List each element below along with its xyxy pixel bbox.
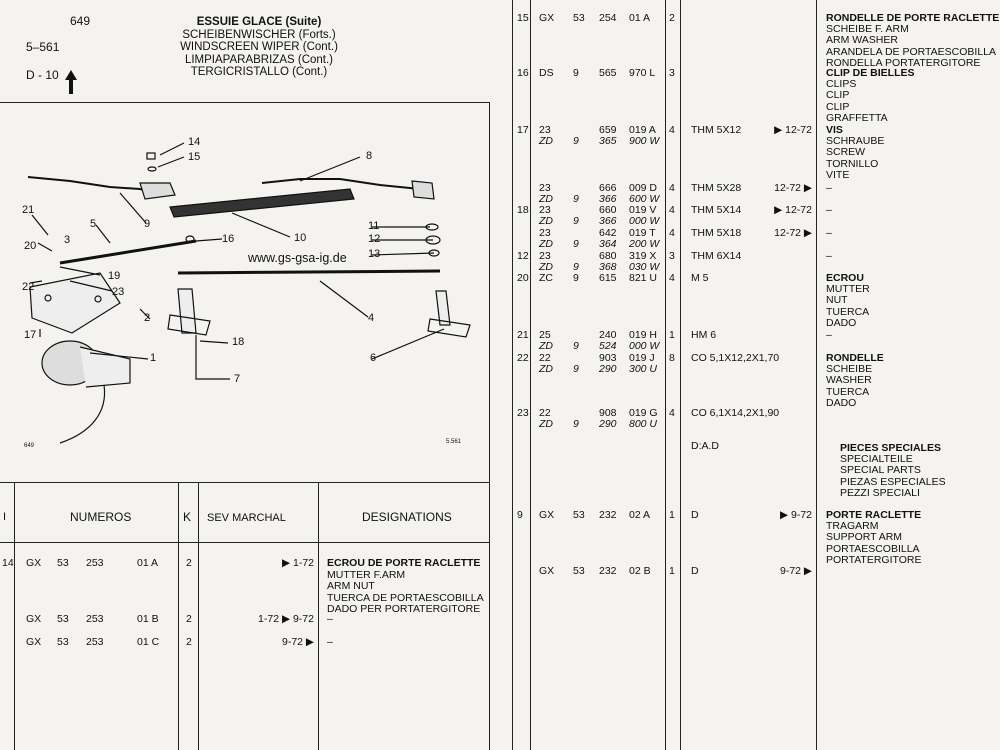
designation-line: DADO [826, 316, 857, 329]
sev-marchal-ref: THM 5X28 [691, 182, 742, 194]
part-number: 232 [599, 509, 617, 521]
part-suffix: 000 W [629, 340, 660, 352]
part-group: 9 [573, 67, 579, 79]
callout-22: 22 [22, 281, 35, 293]
website-watermark: www.gs-gsa-ig.de [248, 251, 347, 265]
part-group: 9 [573, 340, 579, 352]
part-number: 240 [599, 329, 617, 341]
sev-marchal-ref: HM 6 [691, 329, 717, 341]
right-col-sep-idx [512, 0, 513, 750]
part-suffix: 019 V [629, 204, 657, 216]
designation-line: TRAGARM [826, 520, 879, 533]
part-suffix: 800 U [629, 418, 658, 430]
row-index: 21 [517, 329, 529, 341]
part-prefix: ZD [539, 215, 553, 227]
designation-line: CLIP [826, 89, 850, 102]
designation-line: SCREW [826, 146, 866, 159]
part-prefix: 23 [539, 204, 551, 216]
part-suffix: 200 W [629, 238, 660, 250]
part-number: 660 [599, 204, 617, 216]
designation-line: TUERCA [826, 385, 870, 398]
title-fr: ESSUIE GLACE (Suite) [196, 16, 322, 28]
title-es: LIMPIAPARABRIZAS (Cont.) [184, 53, 334, 66]
callout-13: 13 [368, 248, 381, 260]
part-group: 9 [573, 215, 579, 227]
sev-marchal-ref: M 5 [691, 272, 709, 284]
part-prefix: ZD [539, 135, 553, 147]
title-en: WINDSCREEN WIPER (Cont.) [180, 41, 338, 53]
callout-17: 17 [24, 329, 37, 341]
part-number: 253 [86, 613, 104, 625]
row-index: 17 [517, 124, 529, 136]
sev-marchal-ref: THM 5X12 [691, 124, 742, 136]
row-quantity: 1 [669, 509, 675, 521]
header-sev-marchal: SEV MARCHAL [207, 512, 286, 524]
callout-16: 16 [222, 233, 235, 245]
designation-line: ECROU DE PORTE RACLETTE [327, 557, 481, 569]
designation-line: RONDELLA PORTATERGITORE [826, 56, 981, 69]
callout-11: 11 [368, 220, 380, 232]
part-prefix: ZD [539, 193, 553, 205]
part-suffix: 019 H [629, 329, 658, 341]
designation-line: MUTTER [826, 283, 870, 296]
part-number: 366 [599, 215, 617, 227]
part-prefix: GX [539, 12, 555, 24]
part-number: 290 [599, 363, 617, 375]
part-prefix: 23 [539, 250, 551, 262]
part-group: 53 [573, 12, 585, 24]
part-suffix: 821 U [629, 272, 658, 284]
callout-1: 1 [150, 352, 157, 364]
designation-line: RONDELLE [826, 352, 884, 364]
part-prefix: ZC [539, 272, 553, 284]
part-group: 9 [573, 363, 579, 375]
part-prefix: GX [539, 509, 555, 521]
row-quantity: 2 [186, 557, 192, 569]
part-suffix: 009 D [629, 182, 658, 194]
page-title-block [174, 16, 344, 79]
part-number: 524 [599, 340, 617, 352]
sev-marchal-ref: THM 5X18 [691, 227, 742, 239]
designation-line: VIS [826, 124, 843, 136]
row-index: 9 [517, 509, 523, 521]
part-number: 666 [599, 182, 617, 194]
part-number: 565 [599, 67, 617, 79]
part-prefix: GX [26, 613, 42, 625]
designation-line: SCHEIBE F. ARM [826, 23, 909, 36]
designation-line: DADO PER PORTATERGITORE [327, 603, 481, 615]
part-suffix: 01 C [137, 636, 160, 648]
designation-line: – [327, 613, 333, 625]
title-de: SCHEIBENWISCHER (Forts.) [182, 28, 336, 41]
designation-line: NUT [826, 294, 848, 307]
designation-line: CLIP DE BIELLES [826, 67, 915, 79]
row-index: 23 [517, 407, 529, 419]
part-group: 9 [573, 418, 579, 430]
designation-line: PIEZAS ESPECIALES [840, 475, 946, 488]
page-number: 649 [70, 14, 91, 28]
part-suffix: 030 W [629, 261, 660, 273]
part-suffix: 319 X [629, 250, 657, 262]
part-suffix: 019 G [629, 407, 658, 419]
row-date: ▶ 1-72 [281, 557, 314, 569]
row-date: 9-72 ▶ [779, 565, 812, 577]
designation-line: ARM NUT [327, 580, 375, 592]
row-date: ▶ 12-72 [774, 124, 812, 136]
row-quantity: 4 [669, 182, 675, 194]
header-index: I [3, 511, 7, 523]
part-number: 290 [599, 418, 617, 430]
designation-line: VITE [826, 168, 850, 181]
row-date: ▶ 9-72 [779, 509, 812, 521]
callout-18: 18 [232, 336, 245, 348]
part-prefix: ZD [539, 261, 553, 273]
part-prefix: 23 [539, 182, 551, 194]
designation-line: TORNILLO [826, 157, 879, 170]
part-number: 908 [599, 407, 617, 419]
part-suffix: 019 J [629, 352, 655, 364]
part-prefix: 23 [539, 227, 551, 239]
callout-4: 4 [368, 312, 375, 324]
part-number: 903 [599, 352, 617, 364]
part-group: 9 [573, 238, 579, 250]
part-group: 9 [573, 261, 579, 273]
left-col-sep-4 [318, 482, 319, 750]
left-col-sep-5 [489, 482, 490, 750]
designation-line: SCHRAUBE [826, 135, 885, 148]
part-suffix: 000 W [629, 215, 660, 227]
part-number: 615 [599, 272, 617, 284]
right-col-sep-4 [816, 0, 817, 750]
designation-line: ARANDELA DE PORTAESCOBILLA [826, 45, 997, 58]
designation-line: – [826, 204, 832, 216]
row-quantity: 2 [186, 613, 192, 625]
row-date: 12-72 ▶ [774, 182, 812, 194]
left-table-top-border [0, 482, 490, 483]
part-prefix: ZD [539, 340, 553, 352]
callout-9: 9 [144, 218, 151, 230]
part-number: 254 [599, 12, 617, 24]
callout-21: 21 [22, 204, 35, 216]
designation-line: RONDELLE DE PORTE RACLETTE [826, 12, 1000, 24]
exploded-diagram [0, 103, 489, 481]
part-suffix: 900 W [629, 135, 660, 147]
row-quantity: 1 [669, 329, 675, 341]
up-arrow-icon [64, 70, 78, 99]
callout-19: 19 [108, 270, 121, 282]
row-quantity: 1 [669, 565, 675, 577]
designation-line: PORTATERGITORE [826, 553, 922, 566]
row-index: 18 [517, 204, 529, 216]
designation-line: – [826, 182, 832, 194]
part-group: 9 [573, 135, 579, 147]
designation-line: SUPPORT ARM [826, 531, 903, 544]
designation-line: PORTAESCOBILLA [826, 542, 920, 555]
sev-marchal-ref: THM 6X14 [691, 250, 742, 262]
part-group: 9 [573, 193, 579, 205]
row-index: 14 [2, 557, 14, 569]
part-suffix: 02 B [629, 565, 651, 577]
sev-marchal-ref: CO 6,1X14,2X1,90 [691, 407, 780, 419]
designation-line: ECROU [826, 272, 864, 284]
header-numeros: NUMEROS [70, 510, 132, 524]
designation-line: ARM WASHER [826, 34, 898, 47]
row-quantity: 3 [669, 250, 675, 262]
callout-14: 14 [188, 136, 201, 148]
designation-line: SPECIALTEILE [840, 453, 913, 466]
part-prefix: 23 [539, 124, 551, 136]
part-prefix: GX [26, 636, 42, 648]
row-index: 20 [517, 272, 529, 284]
callout-10: 10 [294, 232, 307, 244]
designation-line: TUERCA DE PORTAESCOBILLA [327, 591, 484, 604]
part-suffix: 970 L [629, 67, 656, 79]
part-suffix: 600 W [629, 193, 660, 205]
designation-line: WASHER [826, 374, 872, 387]
part-suffix: 01 A [137, 557, 159, 569]
part-suffix: 02 A [629, 509, 651, 521]
callout-20: 20 [24, 240, 37, 252]
part-number: 659 [599, 124, 617, 136]
left-col-sep-2 [178, 482, 179, 750]
right-col-sep-3 [680, 0, 681, 750]
callout-7: 7 [234, 373, 241, 385]
left-table-header-border [0, 542, 490, 543]
sev-marchal-ref: THM 5X14 [691, 204, 742, 216]
callout-2: 2 [144, 312, 151, 324]
row-quantity: 8 [669, 352, 675, 364]
part-number: 368 [599, 261, 617, 273]
part-number: 642 [599, 227, 617, 239]
part-prefix: ZD [539, 418, 553, 430]
row-quantity: 3 [669, 67, 675, 79]
right-col-sep-1 [530, 0, 531, 750]
part-prefix: ZD [539, 363, 553, 375]
designation-line: – [826, 329, 832, 341]
part-group: 53 [57, 557, 69, 569]
part-group: 53 [57, 613, 69, 625]
part-prefix: GX [539, 565, 555, 577]
part-number: 366 [599, 193, 617, 205]
row-quantity: 4 [669, 124, 675, 136]
row-quantity: 4 [669, 227, 675, 239]
part-number: 365 [599, 135, 617, 147]
designation-line: CLIPS [826, 78, 857, 91]
part-number: 364 [599, 238, 617, 250]
callout-5: 5 [90, 218, 97, 230]
part-number: 232 [599, 565, 617, 577]
row-date: 1-72 ▶ 9-72 [258, 613, 314, 625]
part-prefix: GX [26, 557, 42, 569]
right-col-sep-2 [665, 0, 666, 750]
row-quantity: 4 [669, 204, 675, 216]
designation-line: – [826, 227, 832, 239]
designation-line: SPECIAL PARTS [840, 464, 921, 477]
part-group: 53 [573, 509, 585, 521]
callout-6: 6 [370, 352, 377, 364]
sev-marchal-ref: CO 5,1X12,2X1,70 [691, 352, 780, 364]
row-date: ▶ 12-72 [774, 204, 812, 216]
part-group: 53 [57, 636, 69, 648]
callout-3: 3 [64, 234, 71, 246]
designation-line: DADO [826, 396, 857, 409]
row-date: 9-72 ▶ [281, 636, 314, 648]
section-code: D - 10 [26, 68, 59, 82]
diagram-corner-right: 5.561 [446, 439, 462, 445]
part-prefix: 22 [539, 407, 551, 419]
part-number: 253 [86, 636, 104, 648]
callout-12: 12 [368, 233, 381, 245]
callout-8: 8 [366, 150, 373, 162]
part-suffix: 019 A [629, 124, 656, 136]
row-index: 16 [517, 67, 529, 79]
left-col-sep-3 [198, 482, 199, 750]
part-suffix: 300 U [629, 363, 658, 375]
row-quantity: 4 [669, 407, 675, 419]
part-prefix: 25 [539, 329, 551, 341]
sev-marchal-ref: D [691, 565, 699, 577]
designation-line: – [826, 250, 832, 262]
row-quantity: 2 [186, 636, 192, 648]
designation-line: MUTTER F.ARM [327, 568, 406, 581]
part-group: 9 [573, 272, 579, 284]
part-prefix: ZD [539, 238, 553, 250]
part-prefix: 22 [539, 352, 551, 364]
designation-line: CLIP [826, 100, 850, 113]
designation-line: GRAFFETTA [826, 111, 888, 124]
designation-line: PEZZI SPECIALI [840, 486, 920, 499]
header-designations: DESIGNATIONS [362, 510, 452, 524]
row-index: 12 [517, 250, 529, 262]
part-suffix: 019 T [629, 227, 656, 239]
diagram-corner-left: 649 [24, 443, 35, 449]
part-group: 53 [573, 565, 585, 577]
callout-23: 23 [112, 286, 125, 298]
part-prefix: DS [539, 67, 554, 79]
part-number: 680 [599, 250, 617, 262]
row-index: 22 [517, 352, 529, 364]
left-col-sep-1 [14, 482, 15, 750]
row-index: 15 [517, 12, 529, 24]
row-date: 12-72 ▶ [774, 227, 812, 239]
part-suffix: 01 A [629, 12, 651, 24]
header-k: K [183, 510, 192, 524]
part-suffix: 01 B [137, 613, 159, 625]
designation-line: TUERCA [826, 305, 870, 318]
designation-line: SCHEIBE [826, 363, 873, 376]
callout-15: 15 [188, 151, 201, 163]
diagram-right-border [489, 102, 490, 482]
row-quantity: 4 [669, 272, 675, 284]
title-it: TERGICRISTALLO (Cont.) [190, 66, 328, 78]
row-quantity: 2 [669, 12, 675, 24]
designation-line: PIECES SPECIALES [840, 442, 941, 454]
designation-line: PORTE RACLETTE [826, 509, 922, 521]
reference-code: 5–561 [26, 40, 60, 54]
designation-line: – [327, 636, 333, 648]
part-number: 253 [86, 557, 104, 569]
sev-marchal-ref: D:A.D [691, 440, 720, 452]
sev-marchal-ref: D [691, 509, 699, 521]
